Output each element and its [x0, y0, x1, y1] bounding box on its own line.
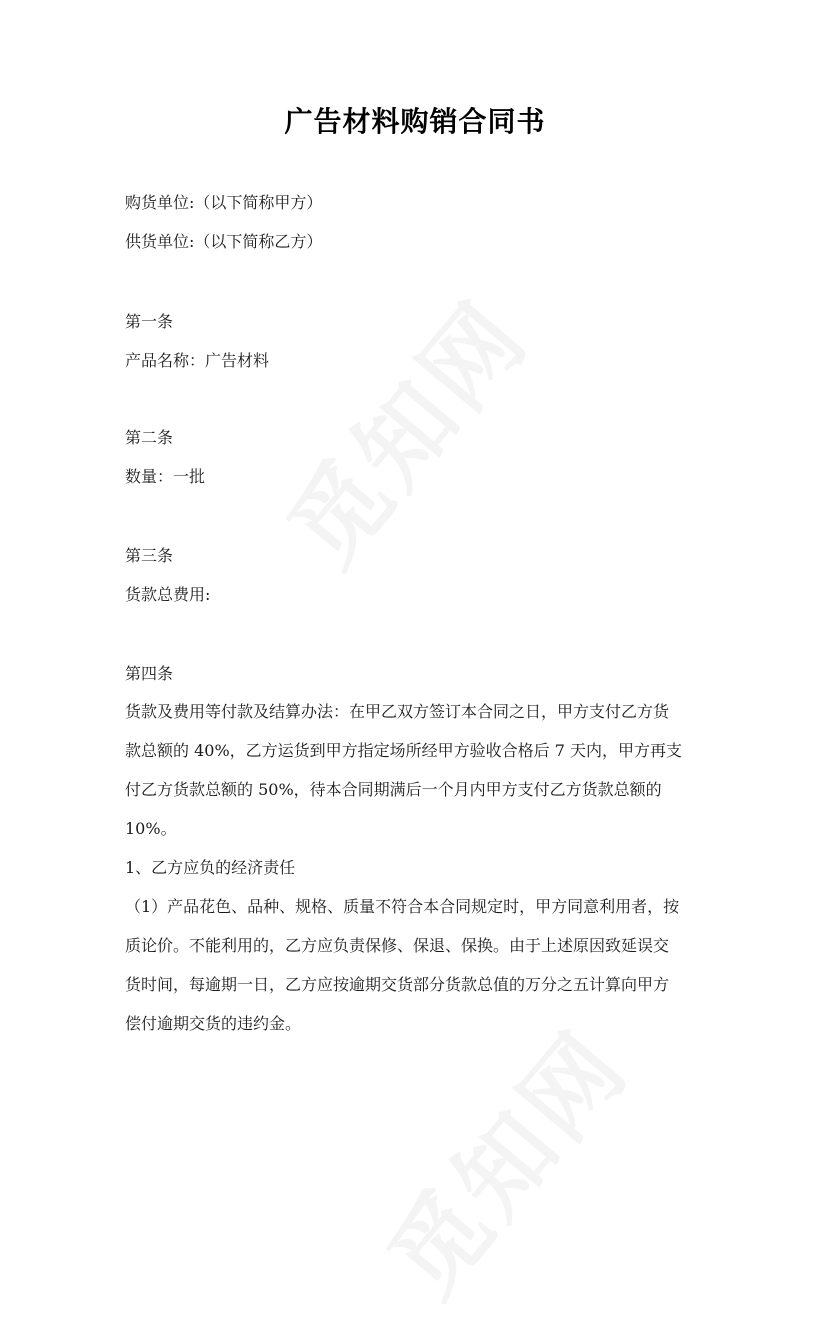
- seller-line: 供货单位:（以下简称乙方）: [125, 232, 323, 251]
- paragraph-line: （1）产品花色、品种、规格、质量不符合本合同规定时，甲方同意利用者，按: [125, 897, 680, 916]
- article-heading: 第二条: [125, 428, 174, 447]
- paragraph-line: 付乙方货款总额的 50%，待本合同期满后一个月内甲方支付乙方货款总额的: [125, 780, 662, 799]
- watermark: [352, 997, 654, 1319]
- paragraph-line: 质论价。不能利用的，乙方应负责保修、保退、保换。由于上述原因致延误交: [125, 936, 670, 955]
- paragraph-line: 10%。: [125, 819, 177, 838]
- article-body: 产品名称：广告材料: [125, 351, 270, 370]
- paragraph-line: 货款及费用等付款及结算办法：在甲乙双方签订本合同之日，甲方支付乙方货: [125, 702, 670, 721]
- article-body: 货款总费用:: [125, 585, 211, 604]
- article-heading: 第四条: [125, 664, 174, 683]
- paragraph-line: 款总额的 40%，乙方运货到甲方指定场所经甲方验收合格后 7 天内，甲方再支: [125, 741, 683, 760]
- article-heading: 第三条: [125, 546, 174, 565]
- article-body: 数量：一批: [125, 467, 206, 486]
- document-title: 广告材料购销合同书: [284, 105, 546, 138]
- article-heading: 第一条: [125, 312, 174, 331]
- watermark: [252, 267, 554, 589]
- buyer-line: 购货单位:（以下简称甲方）: [125, 193, 323, 212]
- paragraph-line: 偿付逾期交货的违约金。: [125, 1014, 302, 1033]
- section-heading: 1、乙方应负的经济责任: [125, 858, 296, 877]
- paragraph-line: 货时间，每逾期一日，乙方应按逾期交货部分货款总值的万分之五计算向甲方: [125, 975, 670, 994]
